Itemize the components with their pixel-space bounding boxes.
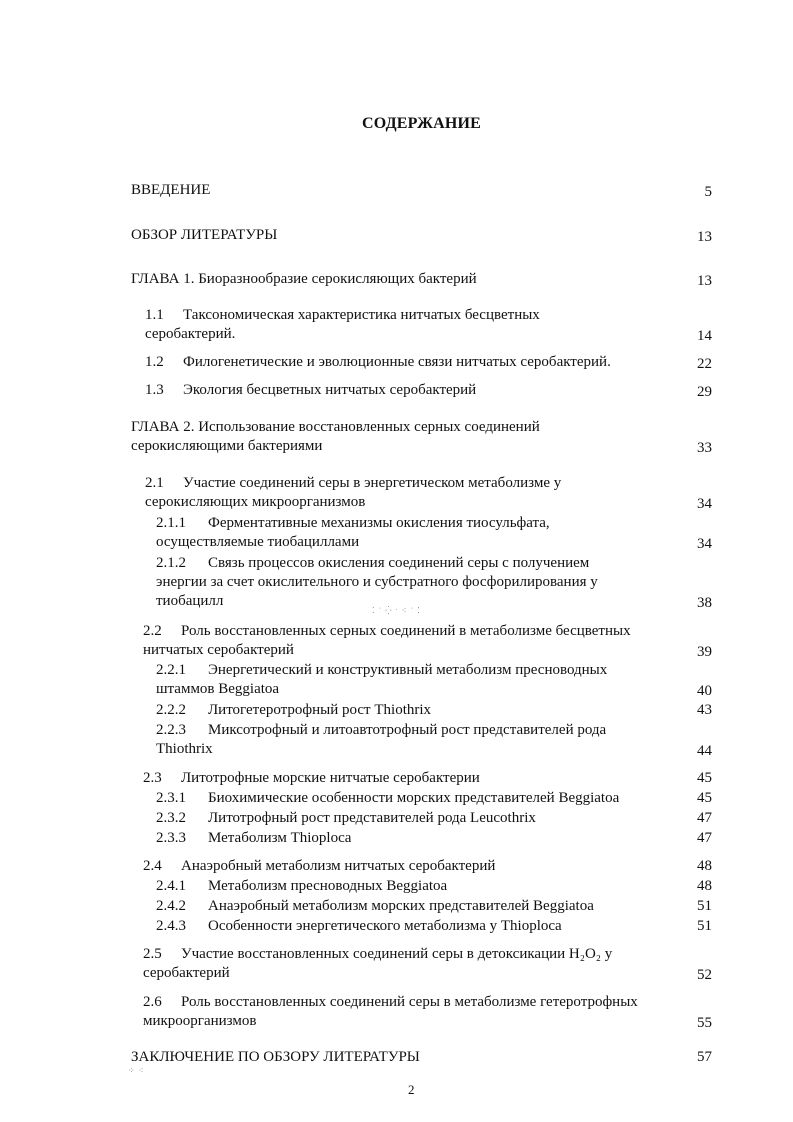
toc-entry-page: 14 [697, 328, 712, 344]
toc-entry-title: Анаэробный метаболизм морских представителей Beggiatoa [208, 898, 594, 914]
toc-entry-2-1 [145, 474, 561, 512]
toc-entry-page: 45 [697, 770, 712, 786]
toc-entry-2-3-3 [156, 829, 351, 848]
toc-entry-title-cont: Thiothrix [156, 741, 213, 757]
toc-entry-title: Метаболизм пресноводных Beggiatoa [208, 878, 448, 894]
toc-entry-number: 2.2.3 [156, 722, 186, 738]
toc-entry-page: 29 [697, 384, 712, 400]
toc-entry-2-4-1 [156, 877, 447, 896]
toc-entry-title: Роль восстановленных соединений серы в метаболизме гетеротрофных [181, 994, 638, 1010]
toc-entry-title: Участие восстановленных соединений серы в детоксикации H₂O₂ у [181, 946, 613, 962]
toc-entry-2-4 [143, 857, 495, 876]
toc-entry-2-4-2 [156, 897, 594, 916]
toc-entry-1-3 [145, 381, 476, 400]
toc-entry-number: 2.1 [145, 475, 164, 491]
toc-entry-title: Анаэробный метаболизм нитчатых серобактерий [181, 858, 496, 874]
toc-entry-page: 5 [704, 184, 712, 200]
toc-entry-number: 1.1 [145, 307, 164, 323]
toc-entry-title-cont: серобактерий [143, 965, 230, 981]
toc-entry-page: 48 [697, 878, 712, 894]
toc-entry-page: 55 [697, 1015, 712, 1031]
toc-entry-title: Литотрофные морские нитчатые серобактерии [181, 770, 480, 786]
toc-entry-title: ГЛАВА 1. Биоразнообразие серокисляющих бактерий [131, 271, 477, 287]
scan-noise: ⁘ ⁖ [128, 1066, 145, 1075]
toc-entry-page: 44 [697, 743, 712, 759]
toc-entry-literature-review [131, 226, 277, 245]
toc-entry-title: Связь процессов окисления соединений серы с получением [208, 555, 590, 571]
toc-entry-title-cont: осуществляемые тиобациллами [156, 534, 360, 550]
toc-entry-1-1 [145, 306, 540, 344]
toc-entry-number: 2.2 [143, 623, 162, 639]
toc-entry-title: Особенности энергетического метаболизма у Thioploca [208, 918, 562, 934]
toc-entry-page: 45 [697, 790, 712, 806]
page-number: 2 [408, 1082, 415, 1097]
toc-entry-chapter-1 [131, 270, 477, 289]
scan-noise: ⁚ ˙ ⁛ ˑ ⁖ ˙ ⁚ [372, 606, 421, 615]
toc-entry-2-2-1 [156, 661, 607, 699]
toc-entry-2-6 [143, 993, 638, 1031]
toc-entry-number: 2.3.2 [156, 810, 186, 826]
toc-entry-title-cont: энергии за счет окислительного и субстратного фосфорилирования у [156, 574, 598, 590]
toc-entry-page: 13 [697, 229, 712, 245]
toc-entry-title-cont: микроорганизмов [143, 1013, 257, 1029]
toc-entry-2-2-2 [156, 701, 431, 720]
toc-entry-number: 2.6 [143, 994, 162, 1010]
toc-entry-title: ГЛАВА 2. Использование восстановленных серных соединений [131, 419, 540, 435]
toc-entry-title: Ферментативные механизмы окисления тиосульфата, [208, 515, 550, 531]
toc-entry-title: Миксотрофный и литоавтотрофный рост представителей рода [208, 722, 607, 738]
toc-entry-title: ВВЕДЕНИЕ [131, 182, 211, 198]
toc-entry-title: Литогетеротрофный рост Thiothrix [208, 702, 432, 718]
toc-entry-page: 22 [697, 356, 712, 372]
toc-entry-number: 2.3.1 [156, 790, 186, 806]
toc-entry-title: ЗАКЛЮЧЕНИЕ ПО ОБЗОРУ ЛИТЕРАТУРЫ [131, 1049, 420, 1065]
toc-entry-title: Таксономическая характеристика нитчатых бесцветных [183, 307, 540, 323]
toc-entry-page: 34 [697, 496, 712, 512]
toc-entry-page: 47 [697, 810, 712, 826]
toc-entry-page: 39 [697, 644, 712, 660]
toc-entry-number: 2.4.1 [156, 878, 186, 894]
toc-entry-conclusion [131, 1048, 420, 1067]
toc-entry-2-2 [143, 622, 631, 660]
toc-entry-2-2-3 [156, 721, 606, 759]
toc-entry-1-2 [145, 353, 611, 372]
toc-entry-title-cont: серокисляющих микроорганизмов [145, 494, 366, 510]
toc-entry-number: 2.3.3 [156, 830, 186, 846]
toc-entry-number: 2.5 [143, 946, 162, 962]
toc-entry-2-3-1 [156, 789, 619, 808]
toc-entry-title-cont: серокисляющими бактериями [131, 438, 323, 454]
toc-entry-2-3-2 [156, 809, 536, 828]
toc-entry-title: Литотрофный рост представителей рода Leucothrix [208, 810, 536, 826]
toc-entry-title: Метаболизм Thioploca [208, 830, 352, 846]
toc-entry-page: 43 [697, 702, 712, 718]
toc-entry-page: 51 [697, 898, 712, 914]
toc-entry-page: 57 [697, 1049, 712, 1065]
toc-entry-page: 33 [697, 440, 712, 456]
page-title: СОДЕРЖАНИЕ [361, 115, 482, 132]
toc-entry-page: 34 [697, 536, 712, 552]
toc-entry-page: 13 [697, 273, 712, 289]
toc-entry-number: 2.2.2 [156, 702, 186, 718]
toc-entry-number: 2.4.2 [156, 898, 186, 914]
toc-entry-title-cont: серобактерий. [145, 326, 236, 342]
toc-entry-number: 2.2.1 [156, 662, 186, 678]
toc-entry-2-3 [143, 769, 480, 788]
toc-entry-page: 40 [697, 683, 712, 699]
toc-entry-title: Филогенетические и эволюционные связи нитчатых серобактерий. [183, 354, 611, 370]
toc-entry-number: 2.4.3 [156, 918, 186, 934]
toc-entry-title: Экология бесцветных нитчатых серобактерий [183, 382, 477, 398]
toc-entry-title: Участие соединений серы в энергетическом метаболизме у [183, 475, 562, 491]
toc-entry-2-4-3 [156, 917, 562, 936]
toc-entry-number: 2.3 [143, 770, 162, 786]
toc-entry-title-cont: нитчатых серобактерий [143, 642, 294, 658]
toc-entry-title-cont: тиобацилл [156, 593, 224, 609]
toc-entry-title: Энергетический и конструктивный метаболизм пресноводных [208, 662, 608, 678]
toc-entry-number: 2.4 [143, 858, 162, 874]
toc-entry-chapter-2 [131, 418, 540, 456]
toc-entry-page: 52 [697, 967, 712, 983]
toc-entry-number: 2.1.1 [156, 515, 186, 531]
toc-entry-number: 1.2 [145, 354, 164, 370]
toc-entry-2-1-2 [156, 554, 598, 611]
toc-entry-page: 48 [697, 858, 712, 874]
toc-entry-introduction [131, 181, 210, 200]
toc-entry-number: 2.1.2 [156, 555, 186, 571]
toc-entry-2-1-1 [156, 514, 550, 552]
toc-entry-number: 1.3 [145, 382, 164, 398]
toc-entry-2-5 [143, 945, 612, 983]
toc-entry-title: ОБЗОР ЛИТЕРАТУРЫ [131, 227, 278, 243]
toc-entry-page: 51 [697, 918, 712, 934]
toc-entry-title: Биохимические особенности морских представителей Beggiatoa [208, 790, 620, 806]
toc-entry-title: Роль восстановленных серных соединений в метаболизме бесцветных [181, 623, 631, 639]
toc-entry-title-cont: штаммов Beggiatoa [156, 681, 280, 697]
toc-entry-page: 47 [697, 830, 712, 846]
toc-entry-page: 38 [697, 595, 712, 611]
